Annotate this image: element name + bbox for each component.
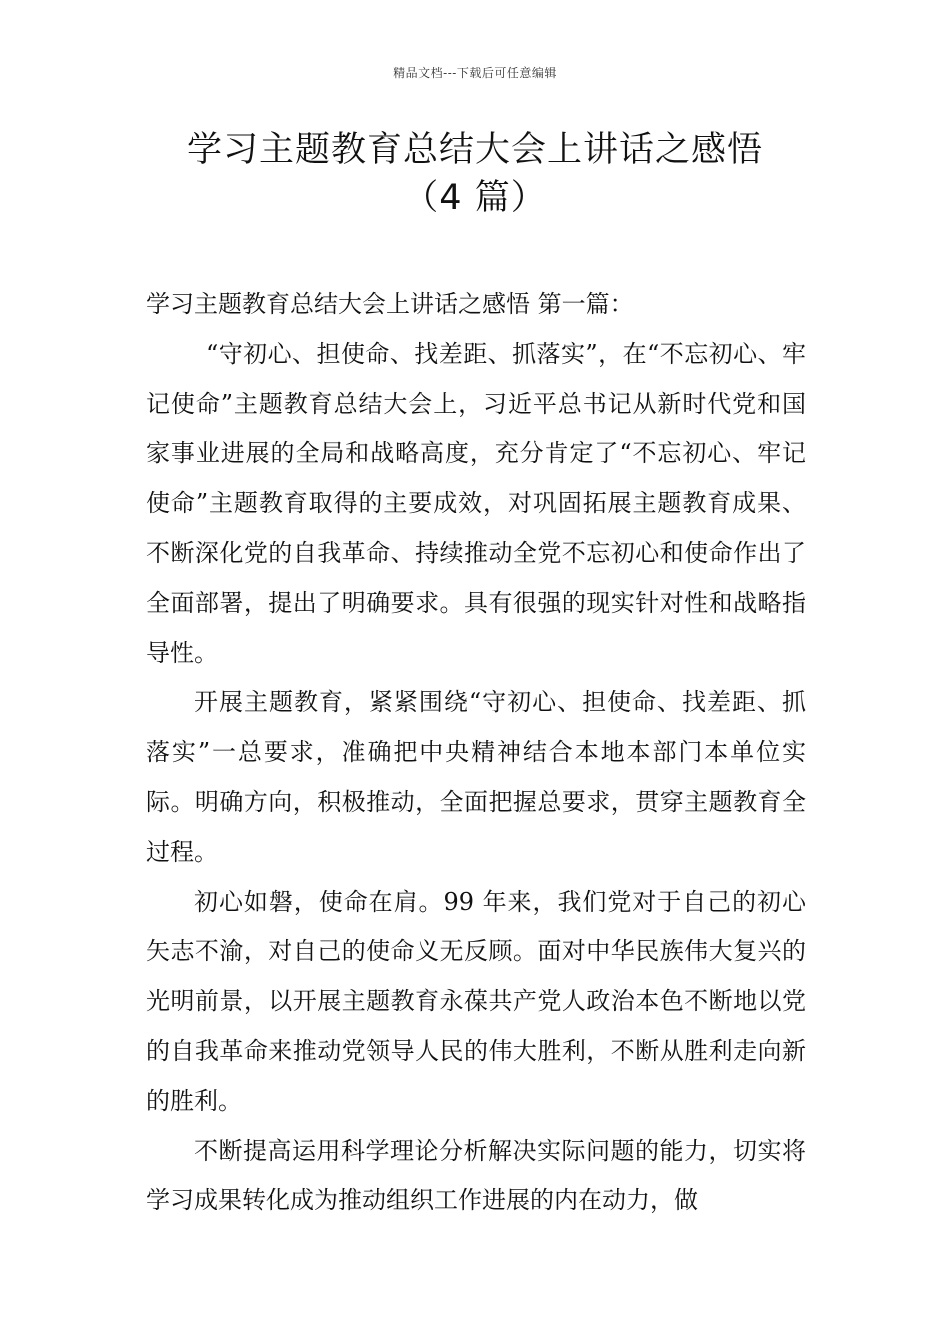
title-line-1: 学习主题教育总结大会上讲话之感悟 (186, 130, 763, 170)
paragraph-4: 不断提高运用科学理论分析解决实际问题的能力，切实将学习成果转化成为推动组织工作进展的内在动力，做 (146, 1136, 806, 1215)
document-title (100, 126, 850, 222)
paragraph-1: “守初心、担使命、找差距、抓落实”，在“不忘初心、牢记使命”主题教育总结大会上，习近平总书记从新时代党和国家事业进展的全局和战略高度，充分肯定了“不忘初心、牢记使命”主题教育取得的主要成效，对巩固拓展主题教育成果、不断深化党的自我革命、持续推动全党不忘初心和使命作出了全面部署，提出了明确要求。具有很强的现实针对性和战略指导性。 (146, 339, 806, 667)
document-body (146, 280, 806, 1226)
header-note: 精品文档---下载后可任意编辑 (393, 66, 557, 80)
title-line-2: （4 篇） (403, 178, 547, 218)
paragraph-3: 初心如磐，使命在肩。99 年来，我们党对于自己的初心矢志不渝，对自己的使命义无反顾。面对中华民族伟大复兴的光明前景，以开展主题教育永葆共产党人政治本色不断地以党的自我革命来推动党领导人民的伟大胜利，不断从胜利走向新的胜利。 (146, 887, 806, 1115)
paragraph-2: 开展主题教育，紧紧围绕“守初心、担使命、找差距、抓落实”一总要求，准确把中央精神结合本地本部门本单位实际。明确方向，积极推动，全面把握总要求，贯穿主题教育全过程。 (146, 688, 806, 866)
section-heading: 学习主题教育总结大会上讲话之感悟 第一篇： (146, 290, 634, 318)
